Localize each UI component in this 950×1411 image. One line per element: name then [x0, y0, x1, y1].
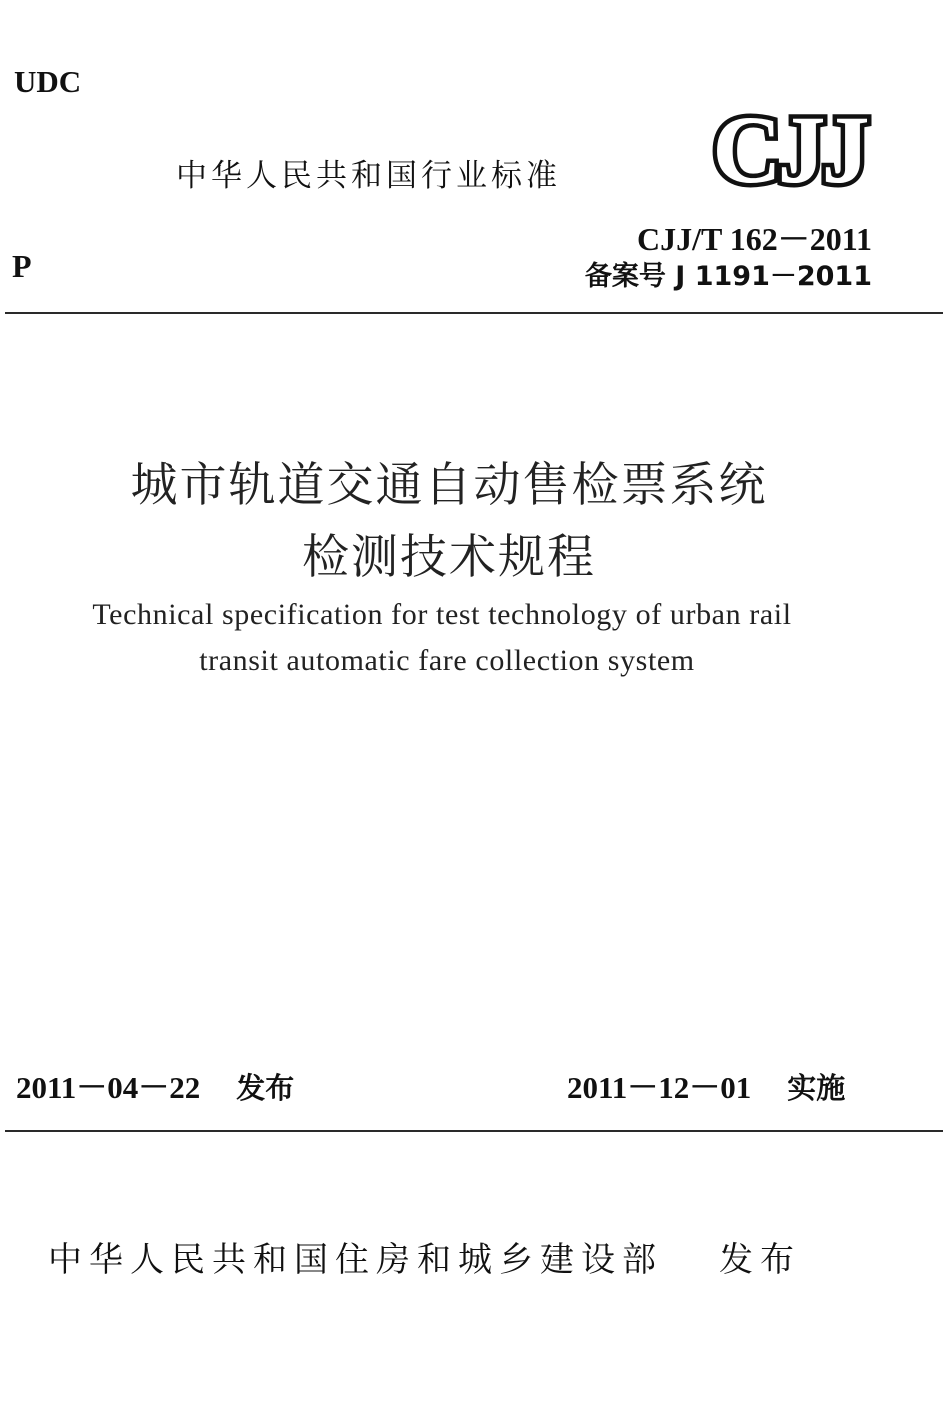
- cjj-logo-text: CJJ: [712, 104, 866, 190]
- top-divider: [5, 312, 943, 314]
- issue-label: 发布: [236, 1071, 295, 1105]
- industry-standard-heading: 中华人民共和国行业标准: [176, 158, 561, 194]
- publisher-line: [48, 1232, 801, 1281]
- title-cn-line2: 检测技术规程: [302, 530, 596, 585]
- implement-date: 2011－12－01: [567, 1070, 752, 1105]
- issue-date: 2011－04－22: [16, 1070, 201, 1105]
- title-cn-line1: 城市轨道交通自动售检票系统: [130, 458, 768, 513]
- standard-number: CJJ/T 162－2011: [636, 221, 872, 257]
- record-number: 备案号 J 1191－2011: [584, 261, 872, 292]
- title-en-line2: transit automatic fare collection system: [199, 644, 695, 677]
- bottom-divider: [5, 1130, 943, 1132]
- udc-label: UDC: [14, 64, 82, 99]
- issue-date-line: [16, 1062, 294, 1107]
- title-en-line1: Technical specification for test technology of urban rail: [92, 598, 792, 631]
- implement-date-line: [567, 1062, 845, 1107]
- publisher-name: 中华人民共和国住房和城乡建设部: [48, 1240, 663, 1280]
- classification-code: P: [12, 248, 32, 284]
- implement-label: 实施: [787, 1071, 846, 1105]
- cjj-logo: [704, 104, 874, 190]
- publish-label: 发布: [719, 1240, 801, 1280]
